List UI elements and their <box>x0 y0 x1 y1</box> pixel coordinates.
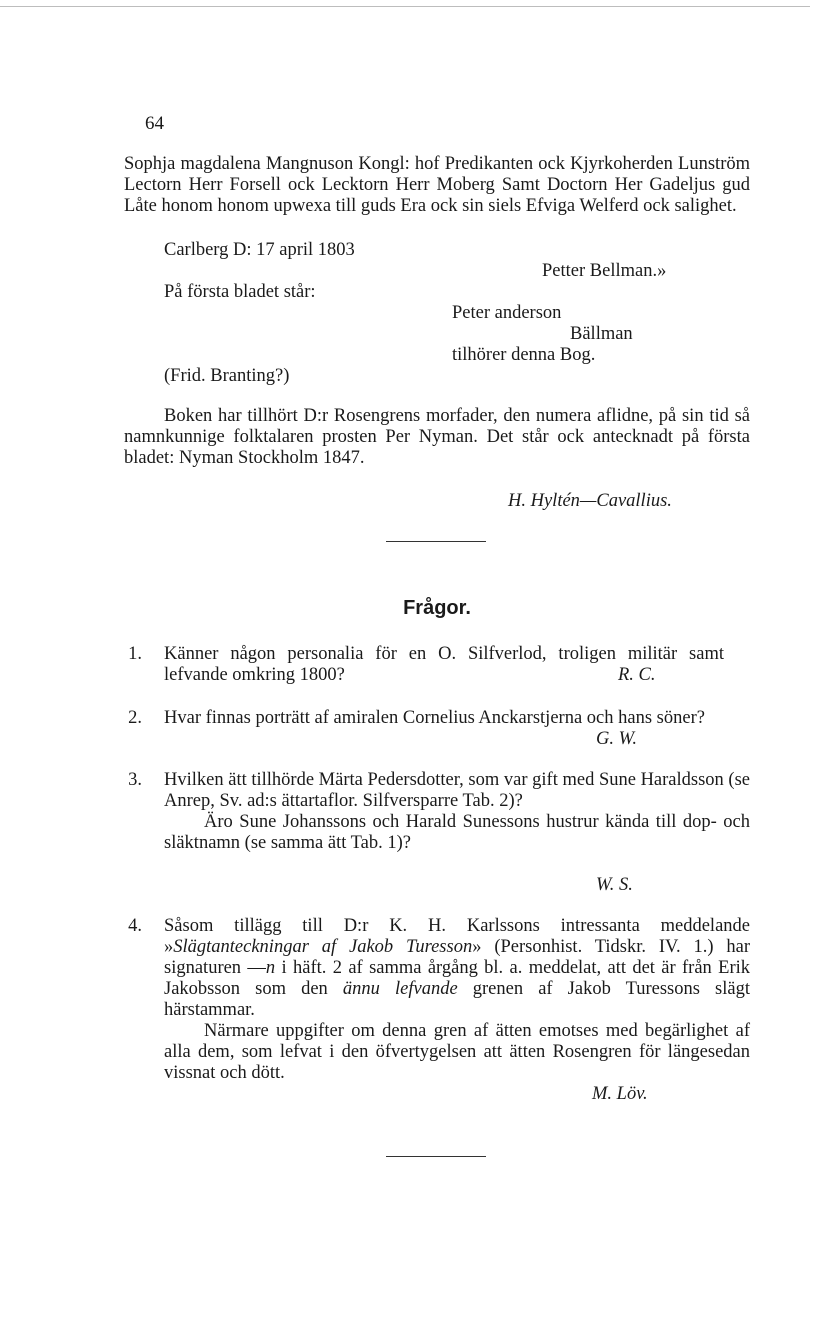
first-page-line2: Bällman <box>570 324 633 344</box>
first-page-line3: tilhörer denna Bog. <box>452 345 596 365</box>
section-title: Frågor. <box>403 597 471 619</box>
question-number: 4. <box>128 916 142 936</box>
question-signature: R. C. <box>618 665 656 685</box>
first-page-label: På första bladet står: <box>164 282 316 302</box>
attribution-note: (Frid. Branting?) <box>164 366 290 386</box>
article-title: Slägtanteckningar af Jakob Turesson <box>173 937 473 957</box>
letter-place-date: Carlberg D: 17 april 1803 <box>164 240 355 260</box>
question-number: 2. <box>128 708 142 728</box>
provenance-paragraph: Boken har tillhört D:r Rosengrens morfader, den numera aflidne, på sin tid så namnkunnige folktalaren prosten Per Nyman. Det står ock antecknadt på första bladet: Nyman Stockholm 1847. <box>124 406 750 468</box>
question-text: Hvilken ätt tillhörde Märta Pedersdotter, som var gift med Sune Haraldsson (se Anrep, Sv. ad:s ättartaflor. Silfversparre Tab. 2)? <box>164 770 750 811</box>
text-run: » (Personhist. Tidskr. IV. 1.) har signaturen — <box>164 937 750 978</box>
question-followup: Närmare uppgifter om denna gren af ätten emotses med begärlighet af alla dem, som lefvat i den öfvertygelsen att ätten Rosengren för längesedan vissnat och dött. <box>164 1021 750 1083</box>
text-run: Såsom tillägg till D:r K. H. Karlssons intressanta meddelande » <box>164 916 750 957</box>
text-run: grenen af Jakob Turessons slägt härstammar. <box>164 979 750 1020</box>
question-text <box>164 916 750 1021</box>
question-4 <box>128 916 750 1104</box>
letter-paragraph: Sophja magdalena Mangnuson Kongl: hof Predikanten ock Kjyrkoherden Lunström Lectorn Herr Forsell ock Lecktorn Herr Moberg Samt Doctorn Her Gadeljus gud Låte honom honom upwexa till guds Era ock sin siels Efviga Welferd ock salighet. <box>124 154 750 216</box>
section-divider <box>386 541 486 542</box>
page-number: 64 <box>145 113 164 134</box>
question-number: 1. <box>128 644 142 664</box>
provenance-author: H. Hyltén—Cavallius. <box>508 491 672 511</box>
question-text: Hvar finnas porträtt af amiralen Cornelius Anckarstjerna och hans söner? <box>164 708 705 728</box>
question-signature: G. W. <box>596 729 637 749</box>
question-number: 3. <box>128 770 142 790</box>
question-signature: M. Löv. <box>592 1084 648 1104</box>
letter-signature: Petter Bellman.» <box>542 261 667 281</box>
signature-letter: n <box>265 958 276 978</box>
question-2 <box>128 708 750 749</box>
question-followup: Äro Sune Johanssons och Harald Sunessons hustrur kända till dop- och släktnamn (se samma ätt Tab. 1)? <box>164 812 750 853</box>
question-3 <box>128 770 750 895</box>
section-divider-bottom <box>386 1156 486 1157</box>
first-page-line1: Peter anderson <box>452 303 562 323</box>
question-signature: W. S. <box>596 875 633 895</box>
question-1 <box>128 644 750 686</box>
top-border-line <box>0 6 810 7</box>
text-run: i häft. 2 af samma årgång bl. a. meddelat, att det är från Erik Jakobsson som den <box>164 958 750 999</box>
question-text: Känner någon personalia för en O. Silfverlod, troligen militär samt lefvande omkring 1800? <box>164 644 724 685</box>
emphasis-text: ännu lefvande <box>342 979 458 999</box>
